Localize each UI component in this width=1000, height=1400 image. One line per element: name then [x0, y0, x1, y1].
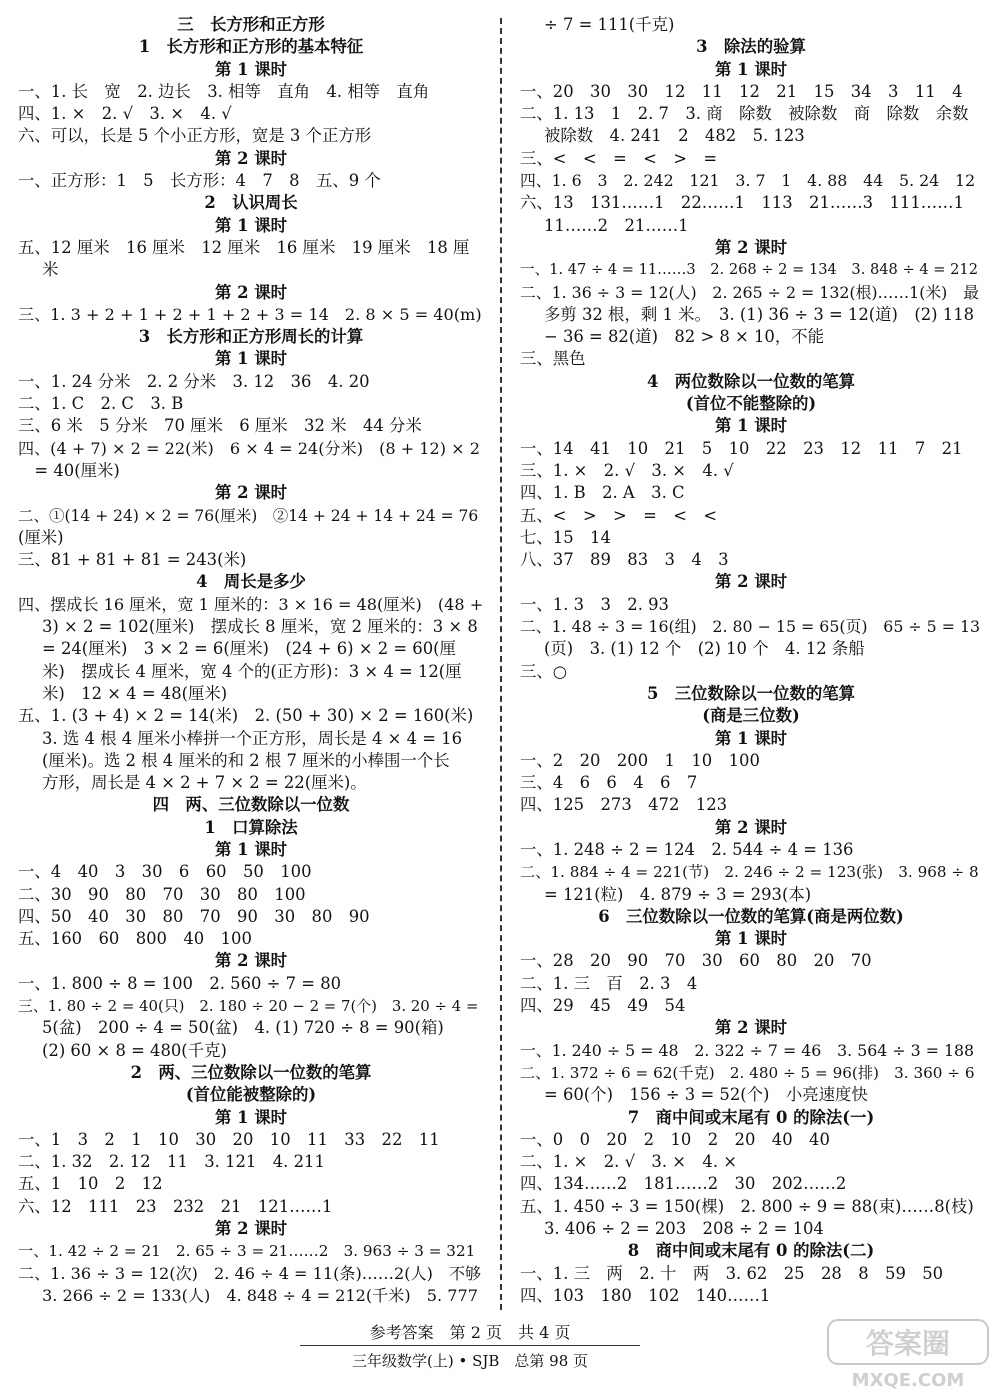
section-heading: 4 周长是多少: [196, 572, 306, 592]
answer-line: 五、12 厘米 16 厘米 12 厘米 16 厘米 19 厘米 18 厘: [18, 237, 470, 257]
answer-line: 一、0 0 20 2 10 2 20 40 40: [520, 1129, 830, 1149]
answer-line: 被除数 4. 241 2 482 5. 123: [544, 126, 805, 146]
section-heading: 第 2 课时: [715, 1018, 787, 1038]
section-heading: 第 2 课时: [215, 951, 287, 971]
answer-line: 米) 摆成长 4 厘米，宽 4 个的(正方形)：3 × 4 = 12(厘: [42, 661, 462, 681]
answer-line: 米) 12 × 4 = 48(厘米): [42, 683, 228, 703]
answer-line: 二、1. 36 ÷ 3 = 12(次) 2. 46 ÷ 4 = 11(条)……2(人) 不够: [18, 1263, 482, 1283]
answer-line: 一、1. 248 ÷ 2 = 124 2. 544 ÷ 4 = 136: [520, 839, 854, 859]
section-heading: 2 认识周长: [204, 193, 298, 213]
answer-line: 3) × 2 = 102(厘米) 摆成长 8 厘米，宽 2 厘米的：3 × 8: [42, 617, 478, 637]
section-heading: (商是三位数): [702, 706, 800, 726]
answer-line: 一、1. 240 ÷ 5 = 48 2. 322 ÷ 7 = 46 3. 564 ÷ 3 = 188: [520, 1040, 975, 1060]
answer-line: 六、可以，长是 5 个小正方形，宽是 3 个正方形: [18, 126, 372, 146]
section-heading: 8 商中间或末尾有 0 的除法(二): [627, 1241, 875, 1261]
answer-line: (2) 60 × 8 = 480(千克): [42, 1040, 227, 1060]
answer-line: 一、正方形：1 5 长方形：4 7 8 五、9 个: [18, 171, 381, 191]
answer-line: (页) 3. (1) 12 个 (2) 10 个 4. 12 条船: [544, 639, 865, 659]
section-heading: 第 1 课时: [715, 59, 787, 79]
answer-line: (厘米): [18, 527, 64, 547]
answer-line: 一、4 40 3 30 6 60 50 100: [18, 862, 312, 882]
answer-line: 二、1. 三 百 2. 3 4: [520, 973, 698, 993]
answer-line: 一、1. 800 ÷ 8 = 100 2. 560 ÷ 7 = 80: [18, 973, 342, 993]
answer-line: 一、1. 42 ÷ 2 = 21 2. 65 ÷ 3 = 21……2 3. 963 ÷ 3 = 321: [18, 1242, 476, 1261]
section-heading: 6 三位数除以一位数的笔算(商是两位数): [598, 906, 904, 926]
section-heading: 1 口算除法: [204, 817, 298, 837]
answer-line: 三、< < = < > =: [520, 148, 718, 168]
section-heading: 第 2 课时: [215, 282, 287, 302]
section-heading: 第 1 课时: [715, 728, 787, 748]
answer-line: 七、15 14: [520, 527, 611, 547]
answer-line: 四、50 40 30 80 70 90 30 80 90: [18, 906, 370, 926]
answer-line: 一、1. 24 分米 2. 2 分米 3. 12 36 4. 20: [18, 371, 370, 391]
answer-line: 三、6 米 5 分米 70 厘米 6 厘米 32 米 44 分米: [18, 416, 422, 436]
answer-line: 5(盆) 200 ÷ 4 = 50(盆) 4. (1) 720 ÷ 8 = 90(箱): [42, 1018, 444, 1038]
section-heading: 三 长方形和正方形: [177, 15, 325, 34]
watermark-logo-text: 答案圈: [865, 1327, 951, 1360]
section-heading: 3 长方形和正方形周长的计算: [138, 327, 364, 347]
answer-line: 一、20 30 30 12 11 12 21 15 34 3 11 4: [520, 81, 963, 101]
answer-line: 一、1. 47 ÷ 4 = 11……3 2. 268 ÷ 2 = 134 3. 848 ÷ 4 = 212: [520, 261, 978, 279]
answer-line: 一、1. 三 两 2. 十 两 3. 62 25 28 8 59 50: [520, 1263, 944, 1283]
answer-line: 五、< > > = < <: [520, 505, 718, 525]
section-heading: 第 1 课时: [715, 929, 787, 949]
section-heading: (首位不能整除的): [685, 394, 817, 414]
answer-line: 多剪 32 根，剩 1 米。 3. (1) 36 ÷ 3 = 12(道) (2) 118: [544, 304, 975, 324]
answer-line: = 40(厘米): [18, 460, 120, 480]
answer-line: 一、28 20 90 70 30 60 80 20 70: [520, 951, 872, 971]
answer-line: 四、103 180 102 140……1: [520, 1285, 771, 1305]
answer-line: 六、13 131……1 22……1 113 21……3 111……1: [520, 193, 964, 213]
answer-line: 米: [42, 260, 59, 280]
answer-line: 五、1 10 2 12: [18, 1174, 163, 1194]
answer-line: (厘米)。选 2 根 4 厘米的和 2 根 7 厘米的小棒围一个长: [42, 750, 450, 770]
section-heading: 第 1 课时: [215, 1107, 287, 1127]
answer-line: = 121(粒) 4. 879 ÷ 3 = 293(本): [544, 884, 812, 904]
answer-line: = 60(个) 156 ÷ 3 = 52(个) 小亮速度快: [544, 1085, 868, 1105]
answer-line: 三、81 + 81 + 81 = 243(米): [18, 550, 247, 570]
watermark-url: MXQE.COM: [851, 1370, 965, 1391]
answer-line: 三、1. 3 + 2 + 1 + 2 + 1 + 2 + 3 = 14 2. 8 × 5 = 40(m): [18, 304, 482, 324]
answer-line: 六、12 111 23 232 21 121……1: [18, 1196, 333, 1216]
right-column: [520, 14, 982, 1307]
answer-line: 三、○: [520, 661, 568, 681]
answer-line: 二、1. × 2. √ 3. × 4. ×: [520, 1152, 737, 1172]
answer-line: 四、摆成长 16 厘米，宽 1 厘米的：3 × 16 = 48(厘米) (48 +: [18, 594, 484, 614]
section-heading: 第 2 课时: [215, 1219, 287, 1239]
footer-subtitle: 三年级数学(上) • SJB 总第 98 页: [351, 1352, 589, 1370]
watermark-logo: [826, 1318, 990, 1392]
answer-line: 四、(4 + 7) × 2 = 22(米) 6 × 4 = 24(分米) (8 + 12) × 2: [18, 438, 481, 458]
answer-line: 二、30 90 80 70 30 80 100: [18, 884, 306, 904]
section-heading: 第 2 课时: [715, 817, 787, 837]
section-heading: 第 2 课时: [215, 148, 287, 168]
section-heading: 第 2 课时: [715, 572, 787, 592]
answer-line: 四、1. 6 3 2. 242 121 3. 7 1 4. 88 44 5. 24 12: [520, 171, 976, 191]
answer-line: 八、37 89 83 3 4 3: [520, 550, 729, 570]
section-heading: 第 2 课时: [215, 483, 287, 503]
answer-line: 四、1. × 2. √ 3. × 4. √: [18, 104, 232, 124]
footer-rule: [300, 1345, 640, 1346]
section-heading: 3 除法的验算: [696, 37, 806, 57]
answer-line: 二、1. 372 ÷ 6 = 62(千克) 2. 480 ÷ 5 = 96(排) 3. 360 ÷ 6: [520, 1063, 975, 1082]
answer-line: 四、1. B 2. A 3. C: [520, 483, 685, 503]
answer-line: 二、1. C 2. C 3. B: [18, 394, 184, 414]
answer-line: 二、1. 32 2. 12 11 3. 121 4. 211: [18, 1152, 325, 1172]
answer-line: 三、黑色: [520, 349, 586, 369]
answer-line: 四、125 273 472 123: [520, 795, 728, 815]
answer-line: 一、1. 3 3 2. 93: [520, 594, 669, 614]
section-heading: 第 1 课时: [715, 416, 787, 436]
answer-line: 四、29 45 49 54: [520, 996, 686, 1016]
answer-line: 二、1. 884 ÷ 4 = 221(节) 2. 246 ÷ 2 = 123(张) 3. 968 ÷ 8: [520, 863, 979, 882]
section-heading: 四 两、三位数除以一位数: [152, 795, 350, 815]
answer-line: 3. 选 4 根 4 厘米小棒拼一个正方形，周长是 4 × 4 = 16: [42, 728, 463, 748]
column-divider: [500, 18, 502, 1310]
answer-line: 五、1. (3 + 4) × 2 = 14(米) 2. (50 + 30) × 2 = 160(米): [18, 706, 474, 726]
answer-line: 三、4 6 6 4 6 7: [520, 773, 698, 793]
answer-line: 四、134……2 181……2 30 202……2: [520, 1174, 847, 1194]
section-heading: 第 1 课时: [215, 215, 287, 235]
answer-line: 二、1. 13 1 2. 7 3. 商 除数 被除数 商 除数 余数: [520, 104, 969, 124]
answer-line: 一、14 41 10 21 5 10 22 23 12 11 7 21: [520, 438, 963, 458]
answer-line: 二、①(14 + 24) × 2 = 76(厘米) ②14 + 24 + 14 + 24 = 76: [18, 506, 479, 525]
answer-line: 三、1. 80 ÷ 2 = 40(只) 2. 180 ÷ 20 − 2 = 7(个) 3. 20 ÷ 4 =: [18, 997, 479, 1016]
section-heading: 1 长方形和正方形的基本特征: [138, 37, 364, 57]
answer-line: 3. 266 ÷ 2 = 133(人) 4. 848 ÷ 4 = 212(千米) 5. 777: [42, 1285, 478, 1305]
section-heading: 第 1 课时: [215, 839, 287, 859]
page-footer: 参考答案 第 2 页 共 4 页: [369, 1323, 571, 1342]
answer-line: 11……2 21……1: [544, 215, 689, 235]
answer-line: 五、160 60 800 40 100: [18, 929, 252, 949]
section-heading: 5 三位数除以一位数的笔算: [646, 683, 856, 703]
answer-line: ÷ 7 = 111(千克): [544, 15, 675, 34]
section-heading: 7 商中间或末尾有 0 的除法(一): [627, 1107, 875, 1127]
answer-line: 五、1. 450 ÷ 3 = 150(棵) 2. 800 ÷ 9 = 88(束)……8(枝): [520, 1196, 974, 1216]
answer-line: 二、1. 36 ÷ 3 = 12(人) 2. 265 ÷ 2 = 132(根)……1(米) 最: [520, 282, 979, 302]
section-heading: (首位能被整除的): [185, 1085, 317, 1105]
section-heading: 2 两、三位数除以一位数的笔算: [130, 1062, 372, 1082]
section-heading: 第 1 课时: [215, 59, 287, 79]
answer-line: 二、1. 48 ÷ 3 = 16(组) 2. 80 − 15 = 65(页) 65 ÷ 5 = 13: [520, 617, 981, 637]
answer-line: = 24(厘米) 3 × 2 = 6(厘米) (24 + 6) × 2 = 60(厘: [42, 639, 456, 659]
answer-line: 一、1. 长 宽 2. 边长 3. 相等 直角 4. 相等 直角: [18, 81, 430, 101]
answer-line: 3. 406 ÷ 2 = 203 208 ÷ 2 = 104: [544, 1219, 824, 1239]
answer-line: − 36 = 82(道) 82 > 8 × 10，不能: [544, 327, 825, 347]
section-heading: 4 两位数除以一位数的笔算: [646, 371, 856, 391]
answer-line: 方形，周长是 4 × 2 + 7 × 2 = 22(厘米)。: [42, 773, 367, 793]
section-heading: 第 2 课时: [715, 237, 787, 257]
section-heading: 第 1 课时: [215, 349, 287, 369]
answer-line: 一、2 20 200 1 10 100: [520, 750, 760, 770]
answer-line: 三、1. × 2. √ 3. × 4. √: [520, 460, 734, 480]
answer-line: 一、1 3 2 1 10 30 20 10 11 33 22 11: [18, 1129, 440, 1149]
left-column: [18, 14, 484, 1307]
